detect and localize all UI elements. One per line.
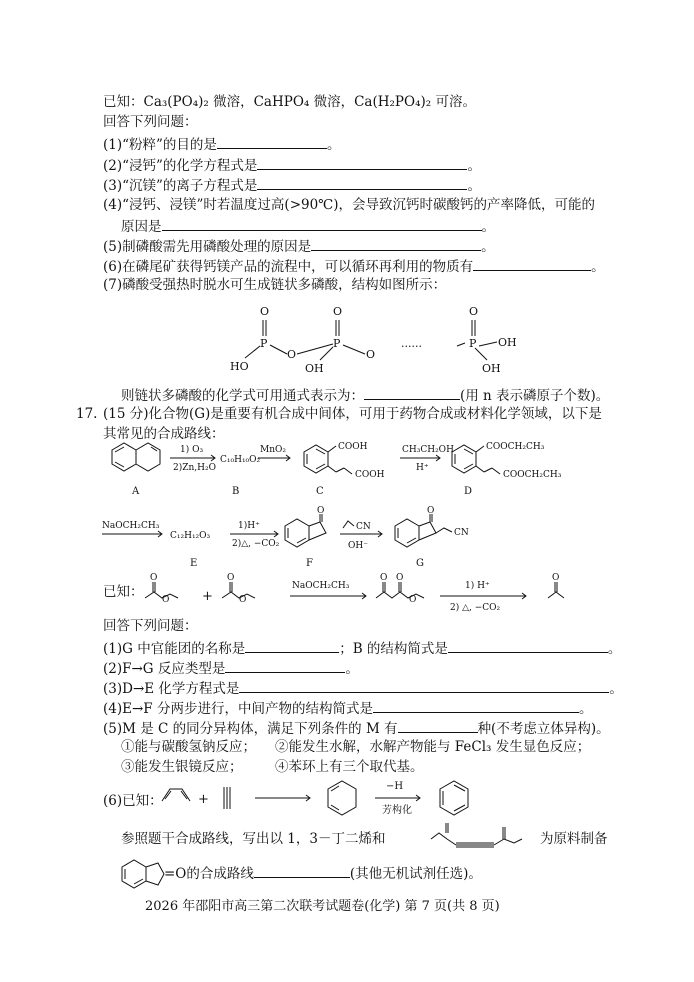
- q17-number: 17.: [76, 406, 98, 422]
- atom-o: O: [427, 506, 435, 516]
- q17-6-text-c-main: =O的合成路线: [164, 866, 254, 882]
- q17-1: [103, 638, 621, 658]
- period: 。: [467, 158, 481, 174]
- period: 。: [467, 178, 481, 194]
- atom-o: O: [317, 506, 325, 516]
- atom-label: O: [366, 348, 376, 361]
- q16-4b-text: 原因是: [121, 219, 162, 235]
- atom-o: O: [239, 595, 247, 605]
- reagent-mno2: MnO₂: [260, 445, 286, 455]
- q17-1-b: ；B 的结构简式是: [339, 641, 448, 657]
- period: 。: [481, 239, 495, 255]
- reagent-h: H⁺: [416, 463, 429, 473]
- label-e: E: [190, 558, 198, 569]
- atom-o: O: [380, 573, 388, 583]
- answer-blank[interactable]: [217, 134, 327, 149]
- q16-2: [103, 155, 481, 175]
- q17-2-text: (2)F→G 反应类型是: [103, 661, 226, 677]
- reagent-h-plus: 1)H⁺: [238, 521, 260, 531]
- q16-6-text: (6)在磷尾矿获得钙镁产品的流程中，可以循环再利用的物质有: [103, 259, 474, 275]
- period: 。: [591, 259, 605, 275]
- q17-intro-a: (15 分)化合物(G)是重要有机合成中间体，可用于药物合成或材料化学领域，以下是: [103, 406, 602, 422]
- q16-2-text: (2)“浸钙”的化学方程式是: [103, 158, 258, 174]
- q16-7-formula: [121, 385, 609, 405]
- atom-label: OH: [498, 336, 517, 349]
- aromatize-label: 芳构化: [382, 805, 412, 816]
- atom-label: P: [469, 337, 477, 350]
- q16-1: [103, 134, 340, 154]
- answer-blank[interactable]: [239, 678, 609, 693]
- answer-blank[interactable]: [448, 638, 608, 653]
- c-substituent-2: COOH: [355, 470, 385, 480]
- reagent-decarbox: 2)△, −CO₂: [232, 539, 280, 549]
- label-c: C: [316, 486, 324, 497]
- q17-6-label: (6)已知：: [103, 793, 163, 809]
- atom-label: P: [333, 337, 341, 350]
- q16-4b: [121, 216, 495, 236]
- q17-3-text: (3)D→E 化学方程式是: [103, 681, 240, 697]
- q16-7-formula-pre: 则链状多磷酸的化学式可用通式表示为：: [121, 388, 364, 404]
- period: 。: [345, 661, 359, 677]
- answer-blank[interactable]: [373, 698, 579, 713]
- q17-intro-b: 其常见的合成路线：: [103, 426, 225, 442]
- c-substituent-1: COOH: [338, 442, 368, 452]
- q16-4a: (4)“浸钙、浸镁”时若温度过高(>90℃)，会导致沉钙时碳酸钙的产率降低，可能的: [103, 197, 596, 213]
- atom-label: OH: [305, 362, 324, 375]
- d-substituent-1: COOCH₂CH₃: [486, 442, 545, 452]
- reagent-o3: 1) O₃: [180, 445, 204, 455]
- q17-4: [103, 698, 592, 718]
- atom-label: HO: [230, 360, 249, 373]
- answer-blank[interactable]: [225, 658, 345, 673]
- label-g: G: [416, 558, 424, 569]
- claisen-reaction: [140, 568, 610, 616]
- answer-blank[interactable]: [254, 863, 350, 878]
- atom-label: P: [260, 337, 268, 350]
- atom-o: O: [150, 573, 158, 583]
- q17-2: [103, 658, 359, 678]
- polyphosphoric-acid-structure: [225, 298, 525, 388]
- answer-blank[interactable]: [245, 638, 339, 653]
- minus-h: −H: [386, 781, 404, 792]
- atom-label: O: [333, 305, 343, 318]
- synthesis-route-row1: [100, 440, 620, 500]
- q17-6-text-b: 为原料制备: [540, 831, 608, 847]
- q16-7-formula-post: (用 n 表示磷原子个数)。: [460, 388, 610, 404]
- q16-5: [103, 236, 495, 256]
- q17-6-text-d: (其他无机试剂任选)。: [349, 866, 482, 882]
- synthesis-route-row2: [100, 508, 580, 574]
- q17-5-cond-1: ①能与碳酸氢钠反应；: [121, 739, 256, 755]
- q17-5-cond-4: ④苯环上有三个取代基。: [275, 759, 424, 775]
- known-solubility: 已知：Ca₃(PO₄)₂ 微溶，CaHPO₄ 微溶，Ca(H₂PO₄)₂ 可溶。: [103, 94, 476, 110]
- period: 。: [326, 137, 341, 153]
- q17-3: [103, 678, 623, 698]
- reagent-naoet: NaOCH₂CH₃: [102, 521, 160, 531]
- period: 。: [609, 681, 623, 697]
- atom-label: OH: [482, 362, 501, 375]
- q17-5: [103, 718, 610, 738]
- q16-7: (7)磷酸受强热时脱水可生成链状多磷酸，结构如图所示：: [103, 277, 447, 293]
- period: 。: [578, 701, 593, 717]
- period: 。: [481, 219, 495, 235]
- answer-blank[interactable]: [473, 256, 591, 271]
- atom-o: O: [396, 573, 404, 583]
- atom-o: O: [552, 573, 560, 583]
- reagent-naoet: NaOCH₂CH₃: [292, 581, 350, 591]
- answer-blank[interactable]: [257, 175, 467, 190]
- answer-blank[interactable]: [311, 236, 481, 251]
- atom-label: O: [260, 305, 270, 318]
- page-footer: 2026 年邵阳市高三第二次联考试题卷(化学) 第 7 页(共 8 页): [145, 899, 500, 914]
- period: 。: [607, 641, 622, 657]
- reagent-cn: CN: [356, 522, 371, 532]
- q17-5-b: 种(不考虑立体异构)。: [477, 721, 610, 737]
- q17-6-text-a: 参照题干合成路线，写出以 1，3－丁二烯和: [121, 831, 386, 847]
- label-f: F: [306, 558, 313, 569]
- q17-5-a: (5)M 是 C 的同分异构体，满足下列条件的 M 有: [103, 721, 398, 737]
- reagent-zn: 2)Zn,H₂O: [173, 463, 216, 473]
- atom-o: O: [409, 595, 417, 605]
- q17-4-text: (4)E→F 分两步进行，中间产物的结构简式是: [103, 701, 373, 717]
- answer-blank[interactable]: [364, 385, 460, 400]
- label-b: B: [232, 486, 240, 497]
- formula-e: C₁₂H₁₂O₃: [170, 531, 211, 541]
- q16-3: [103, 175, 481, 195]
- q16-3-text: (3)“沉镁”的离子方程式是: [103, 178, 258, 194]
- atom-label: O: [287, 348, 297, 361]
- known2-label: 已知：: [103, 584, 144, 600]
- answer-prompt-17: 回答下列问题：: [103, 618, 198, 634]
- reagent-oh: OH⁻: [348, 541, 368, 551]
- answer-prompt-16: 回答下列问题：: [103, 114, 198, 130]
- formula-b: C₁₀H₁₀O₂: [220, 455, 261, 465]
- atom-label: O: [469, 305, 479, 318]
- g-substituent: CN: [454, 528, 469, 538]
- label-a: A: [132, 486, 140, 497]
- q17-5-cond-2: ②能发生水解，水解产物能与 FeCl₃ 发生显色反应；: [275, 739, 591, 755]
- q17-5-cond-3: ③能发生银镜反应；: [121, 759, 243, 775]
- atom-o: O: [162, 595, 170, 605]
- label-d: D: [464, 486, 473, 497]
- answer-blank[interactable]: [162, 216, 482, 231]
- q16-5-text: (5)制磷酸需先用磷酸处理的原因是: [103, 239, 312, 255]
- answer-blank[interactable]: [398, 718, 478, 733]
- dimethyl-acetylenedicarboxylate: [428, 819, 536, 857]
- q17-6-text-c: [164, 863, 482, 883]
- plus-sign: +: [198, 792, 209, 807]
- ellipsis: ······: [401, 340, 422, 353]
- reagent-ethanol: CH₃CH₂OH: [402, 445, 454, 455]
- d-substituent-2: COOCH₂CH₃: [503, 470, 562, 480]
- q17-1-a: (1)G 中官能团的名称是: [103, 641, 246, 657]
- atom-o: O: [227, 573, 235, 583]
- answer-blank[interactable]: [257, 155, 467, 170]
- plus-sign: +: [202, 589, 213, 604]
- q16-1-text: (1)“粉粹”的目的是: [103, 137, 217, 153]
- reagent-h-plus: 1) H⁺: [465, 581, 490, 591]
- reagent-decarbox: 2) △, −CO₂: [450, 603, 501, 613]
- q16-6: [103, 256, 605, 276]
